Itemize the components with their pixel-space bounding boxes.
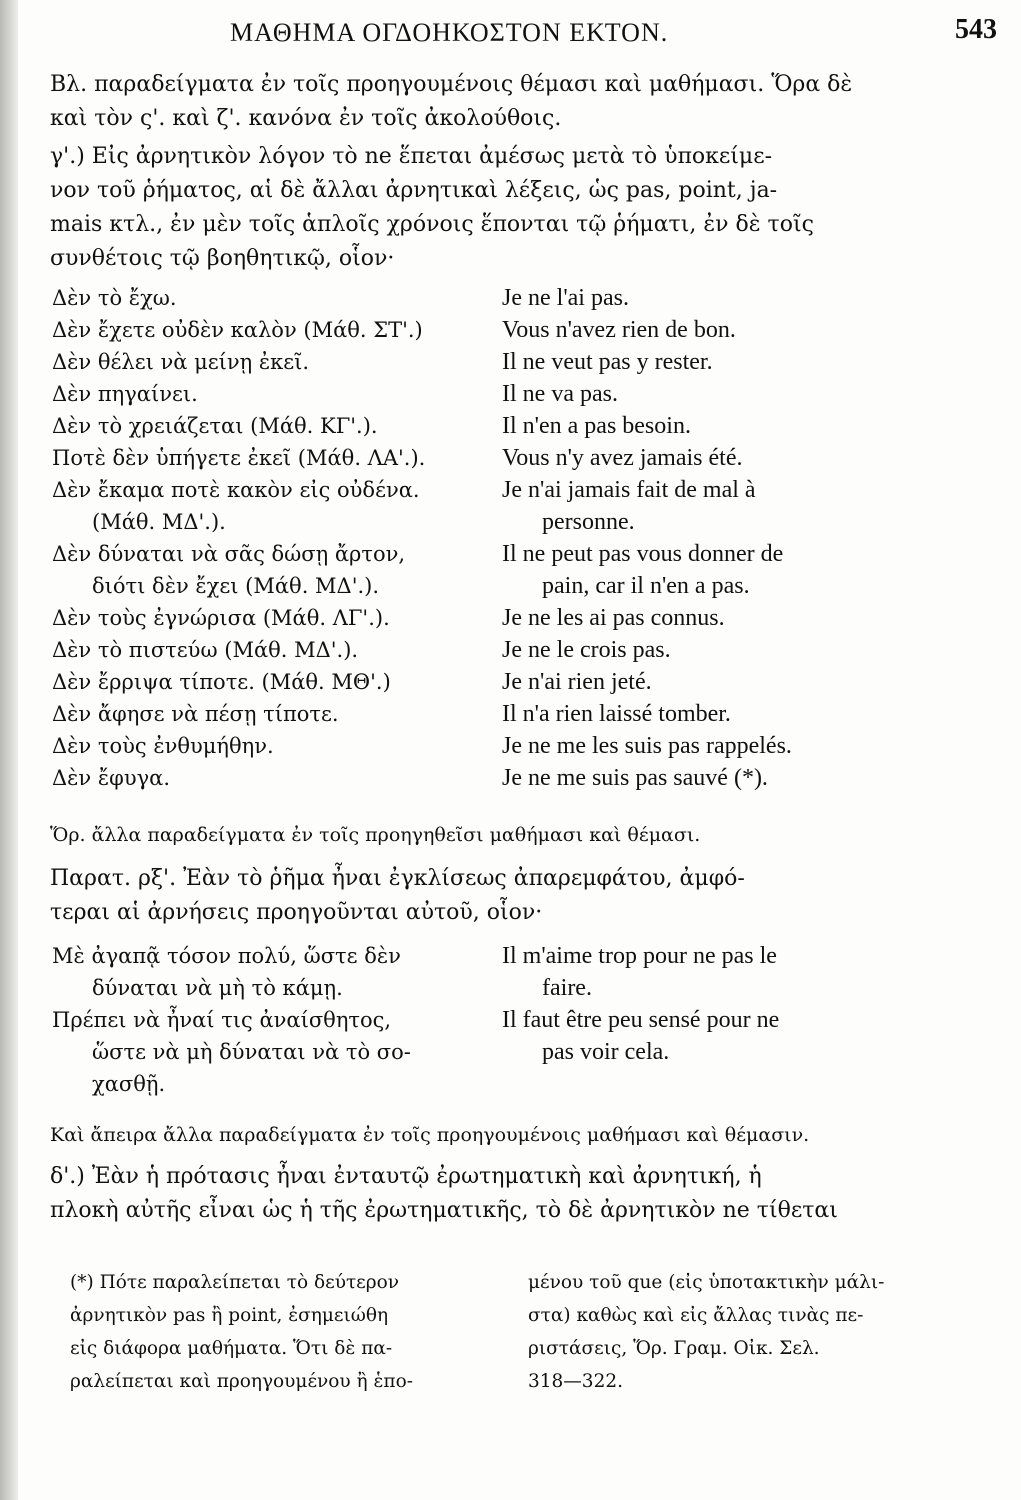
- greek-example: Δὲν τὸ ἔχω.: [52, 286, 177, 310]
- footnote-line: εἰς διάφορα μαθήματα. Ὅτι δὲ πα-: [70, 1338, 393, 1359]
- french-translation: Je ne me suis pas sauvé (*).: [502, 765, 768, 791]
- footnote-left-column: [70, 1266, 490, 1398]
- greek-example: Μὲ ἀγαπᾷ τόσον πολύ, ὥστε δὲν: [52, 944, 401, 968]
- see-note: Καὶ ἄπειρα ἄλλα παραδείγματα ἐν τοῖς προηγουμένοις μαθήμασι καὶ θέμασιν.: [50, 1124, 810, 1146]
- example-row: [52, 378, 922, 410]
- footnote-line: ριστάσεις, Ὅρ. Γραμ. Οἰκ. Σελ.: [528, 1338, 820, 1359]
- greek-example: Δὲν ἄφησε νὰ πέσῃ τίποτε.: [52, 702, 339, 726]
- french-translation: pas voir cela.: [542, 1039, 670, 1065]
- footnote-line: 318—322.: [528, 1371, 624, 1392]
- greek-example: Δὲν θέλει νὰ μείνῃ ἐκεῖ.: [52, 350, 310, 374]
- greek-example: Δὲν ἔφυγα.: [52, 766, 171, 790]
- example-table-2: [52, 940, 922, 1100]
- example-row: [52, 570, 922, 602]
- french-translation: Je ne le crois pas.: [502, 637, 671, 663]
- text-line: νον τοῦ ῥήματος, αἱ δὲ ἄλλαι ἀρνητικαὶ λέξεις, ὡς pas, point, ja-: [50, 178, 778, 203]
- french-translation: Il ne peut pas vous donner de: [502, 541, 784, 567]
- example-row: [52, 666, 922, 698]
- text-line: γ'.) Εἰς ἀρνητικὸν λόγον τὸ ne ἕπεται ἀμέσως μετὰ τὸ ὑποκείμε-: [50, 144, 773, 169]
- page-gutter-shadow: [0, 0, 18, 1500]
- french-translation: Je n'ai rien jeté.: [502, 669, 652, 695]
- greek-example: (Μάθ. ΜΔ'.).: [92, 510, 226, 534]
- greek-example: Δὲν ἔχετε οὐδὲν καλὸν (Μάθ. ΣΤ'.): [52, 318, 423, 342]
- greek-example: Πρέπει νὰ ἦναί τις ἀναίσθητος,: [52, 1008, 392, 1032]
- running-header: [30, 12, 1005, 52]
- french-translation: Il ne va pas.: [502, 381, 618, 407]
- page-title: ΜΑΘΗΜΑ ΟΓΔΟΗΚΟΣΤΟΝ ΕΚΤΟΝ.: [230, 18, 669, 47]
- french-translation: Je ne me les suis pas rappelés.: [502, 733, 792, 759]
- text-line: καὶ τὸν ς'. καὶ ζ'. κανόνα ἐν τοῖς ἀκολούθοις.: [50, 106, 562, 131]
- french-translation: faire.: [542, 975, 592, 1001]
- french-translation: Je ne les ai pas connus.: [502, 605, 725, 631]
- greek-example: Δὲν τοὺς ἐνθυμήθην.: [52, 734, 274, 758]
- rule-gamma-paragraph: [50, 140, 905, 276]
- example-row: [52, 442, 922, 474]
- french-translation: Je n'ai jamais fait de mal à: [502, 477, 756, 503]
- greek-example: Δὲν ἔκαμα ποτὲ κακὸν εἰς οὐδένα.: [52, 478, 420, 502]
- example-row: [52, 1004, 922, 1036]
- example-row: [52, 762, 922, 794]
- example-row: [52, 602, 922, 634]
- french-translation: Je ne l'ai pas.: [502, 285, 629, 311]
- text-line: τεραι αἱ ἀρνήσεις προηγοῦνται αὐτοῦ, οἷον·: [50, 900, 543, 925]
- greek-example: Δὲν πηγαίνει.: [52, 382, 198, 406]
- example-row: [52, 314, 922, 346]
- text-line: συνθέτοις τῷ βοηθητικῷ, οἷον·: [50, 246, 395, 271]
- example-row: [52, 474, 922, 506]
- french-translation: Il n'en a pas besoin.: [502, 413, 691, 439]
- footnote-line: (*) Πότε παραλείπεται τὸ δεύτερον: [70, 1272, 400, 1293]
- greek-example: Δὲν δύναται νὰ σᾶς δώσῃ ἄρτον,: [52, 542, 406, 566]
- footnote-line: ραλείπεται καὶ προηγουμένου ἢ ἑπο-: [70, 1371, 413, 1392]
- greek-example: Δὲν τὸ πιστεύω (Μάθ. ΜΔ'.).: [52, 638, 359, 662]
- example-row: [52, 940, 922, 972]
- french-translation: pain, car il n'en a pas.: [542, 573, 750, 599]
- greek-example: ὥστε νὰ μὴ δύναται νὰ τὸ σο-: [92, 1040, 411, 1064]
- text-line: mais κτλ., ἐν μὲν τοῖς ἁπλοῖς χρόνοις ἕπονται τῷ ῥήματι, ἐν δὲ τοῖς: [50, 212, 814, 237]
- footnote-right-column: [528, 1266, 948, 1398]
- example-table-1: [52, 282, 922, 794]
- example-row: [52, 634, 922, 666]
- example-row: [52, 346, 922, 378]
- footnote-line: ἀρνητικὸν pas ἢ point, ἐσημειώθη: [70, 1305, 389, 1326]
- french-translation: personne.: [542, 509, 635, 535]
- greek-example: Ποτὲ δὲν ὑπήγετε ἐκεῖ (Μάθ. ΛΑ'.).: [52, 446, 426, 470]
- rule-paragraph: [50, 862, 905, 930]
- greek-example: Δὲν τὸ χρειάζεται (Μάθ. ΚΓ'.).: [52, 414, 378, 438]
- greek-example: Δὲν τοὺς ἐγνώρισα (Μάθ. ΛΓ'.).: [52, 606, 390, 630]
- greek-example: δύναται νὰ μὴ τὸ κάμῃ.: [92, 976, 343, 1000]
- example-row: [52, 506, 922, 538]
- example-row: [52, 698, 922, 730]
- see-note: Ὅρ. ἄλλα παραδείγματα ἐν τοῖς προηγηθεῖσι μαθήμασι καὶ θέμασι.: [50, 824, 701, 846]
- example-row: [52, 1068, 922, 1100]
- page-number: 543: [955, 14, 997, 45]
- french-translation: Il m'aime trop pour ne pas le: [502, 943, 777, 969]
- rule-delta-paragraph: [50, 1160, 905, 1228]
- intro-paragraph: [50, 68, 905, 136]
- french-translation: Il n'a rien laissé tomber.: [502, 701, 731, 727]
- footnote-line: μένου τοῦ que (εἰς ὑποτακτικὴν μάλι-: [528, 1272, 885, 1293]
- example-row: [52, 538, 922, 570]
- french-translation: Vous n'avez rien de bon.: [502, 317, 736, 343]
- greek-example: χασθῇ.: [92, 1072, 166, 1096]
- text-line: Παρατ. ρξ'. Ἐὰν τὸ ῥῆμα ἦναι ἐγκλίσεως ἀπαρεμφάτου, ἀμφό-: [50, 866, 745, 891]
- footnote-line: στα) καθὼς καὶ εἰς ἄλλας τινὰς πε-: [528, 1305, 864, 1326]
- greek-example: διότι δὲν ἔχει (Μάθ. ΜΔ'.).: [92, 574, 380, 598]
- french-translation: Vous n'y avez jamais été.: [502, 445, 743, 471]
- greek-example: Δὲν ἔρριψα τίποτε. (Μάθ. ΜΘ'.): [52, 670, 391, 694]
- text-line: πλοκὴ αὐτῆς εἶναι ὡς ἡ τῆς ἐρωτηματικῆς, τὸ δὲ ἀρνητικὸν ne τίθεται: [50, 1198, 838, 1223]
- text-line: δ'.) Ἐὰν ἡ πρότασις ἦναι ἐνταυτῷ ἐρωτηματικὴ καὶ ἀρνητική, ἡ: [50, 1164, 762, 1189]
- text-line: Βλ. παραδείγματα ἐν τοῖς προηγουμένοις θέμασι καὶ μαθήμασι. Ὅρα δὲ: [50, 72, 853, 97]
- example-row: [52, 1036, 922, 1068]
- example-row: [52, 972, 922, 1004]
- french-translation: Il faut être peu sensé pour ne: [502, 1007, 780, 1033]
- french-translation: Il ne veut pas y rester.: [502, 349, 713, 375]
- example-row: [52, 730, 922, 762]
- example-row: [52, 410, 922, 442]
- example-row: [52, 282, 922, 314]
